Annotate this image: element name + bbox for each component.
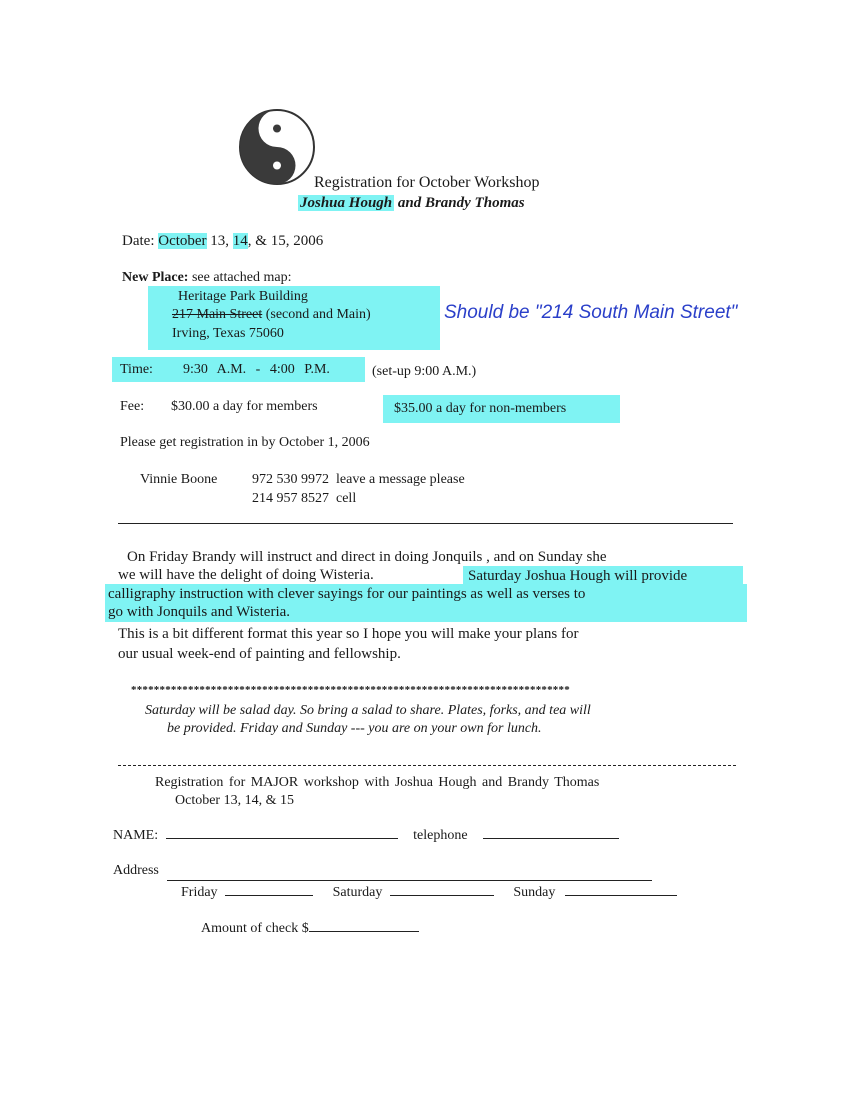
fee-label: Fee: [120, 399, 145, 414]
body-line-3: calligraphy instruction with clever sayings for our paintings as well as verses to [108, 586, 586, 602]
body-line-5: This is a bit different format this year so I hope you will make your plans for [118, 626, 579, 642]
place-new-label: New [122, 270, 149, 285]
salad-line-1: Saturday will be salad day. So bring a salad to share. Plates, forks, and tea will [145, 703, 591, 718]
contact-name: Vinnie Boone [140, 472, 218, 487]
amount-field[interactable] [309, 919, 419, 932]
contact-phone1 [252, 472, 465, 488]
contact-phone2-number: 214 957 8527 [252, 491, 329, 506]
place-street-struck: 217 Main Street [172, 307, 263, 322]
form-title: Registration for MAJOR workshop with Joshua Hough and Brandy Thomas [155, 775, 600, 790]
amount-row [201, 919, 419, 937]
date-month: October [158, 233, 207, 249]
amount-label: Amount of check $ [201, 921, 309, 936]
header-name-brandy: and Brandy Thomas [397, 195, 525, 211]
telephone-field[interactable] [483, 826, 619, 839]
form-dates: October 13, 14, & 15 [175, 793, 294, 808]
contact-phone1-note: leave a message please [336, 472, 465, 487]
address-label: Address [113, 863, 159, 878]
contact-phone2-note: cell [336, 491, 357, 506]
address-field[interactable] [167, 880, 652, 881]
time-value: 9:30 A.M. - 4:00 P.M. [183, 362, 330, 377]
date-rest: , & 15, 2006 [247, 233, 324, 249]
place-street-line [172, 307, 371, 323]
place-city: Irving, Texas 75060 [172, 326, 284, 341]
name-field[interactable] [166, 826, 398, 839]
place-building: Heritage Park Building [178, 289, 308, 304]
date-day1: 13, [210, 233, 230, 249]
fee-members: $30.00 a day for members [171, 399, 318, 414]
name-row [113, 826, 619, 844]
friday-label: Friday [181, 885, 218, 900]
date-label: Date: [122, 233, 155, 249]
place-label: Place: [151, 270, 189, 285]
place-rest: see attached map: [191, 270, 292, 285]
time-setup: (set-up 9:00 A.M.) [372, 364, 477, 379]
time-label: Time: [120, 362, 153, 377]
header-title: Registration for October Workshop [314, 174, 540, 191]
contact-phone1-number: 972 530 9972 [252, 472, 329, 487]
star-divider: ***************************************************************************** [131, 684, 570, 696]
telephone-label: telephone [413, 828, 468, 843]
body-line-2b: Saturday Joshua Hough will provide [468, 568, 688, 584]
registration-deadline: Please get registration in by October 1, 2006 [120, 435, 370, 450]
divider-bottom [118, 765, 736, 766]
header-instructors [298, 195, 525, 212]
name-label: NAME: [113, 828, 159, 843]
body-line-2a: we will have the delight of doing Wisteria. [118, 567, 374, 583]
saturday-label: Saturday [332, 885, 383, 900]
friday-field[interactable] [225, 883, 313, 896]
address-correction-note: Should be "214 South Main Street" [444, 302, 738, 323]
days-row [181, 883, 677, 901]
sunday-label: Sunday [513, 885, 556, 900]
divider-top [118, 523, 733, 524]
body-line-6: our usual week-end of painting and fellowship. [118, 646, 401, 662]
contact-phone2 [252, 491, 356, 507]
body-line-1: On Friday Brandy will instruct and direct in doing Jonquils , and on Sunday she [127, 549, 607, 565]
place-heading [122, 270, 291, 286]
salad-line-2: be provided. Friday and Sunday --- you are on your own for lunch. [167, 721, 542, 736]
fee-nonmembers: $35.00 a day for non-members [394, 401, 567, 416]
date-line [122, 233, 323, 250]
saturday-field[interactable] [390, 883, 494, 896]
body-line-4: go with Jonquils and Wisteria. [108, 604, 291, 620]
header-name-joshua: Joshua Hough [300, 195, 393, 211]
sunday-field[interactable] [565, 883, 677, 896]
date-day2: 14 [232, 233, 248, 249]
place-street-note: (second and Main) [265, 307, 371, 322]
yin-yang-logo [237, 107, 317, 187]
